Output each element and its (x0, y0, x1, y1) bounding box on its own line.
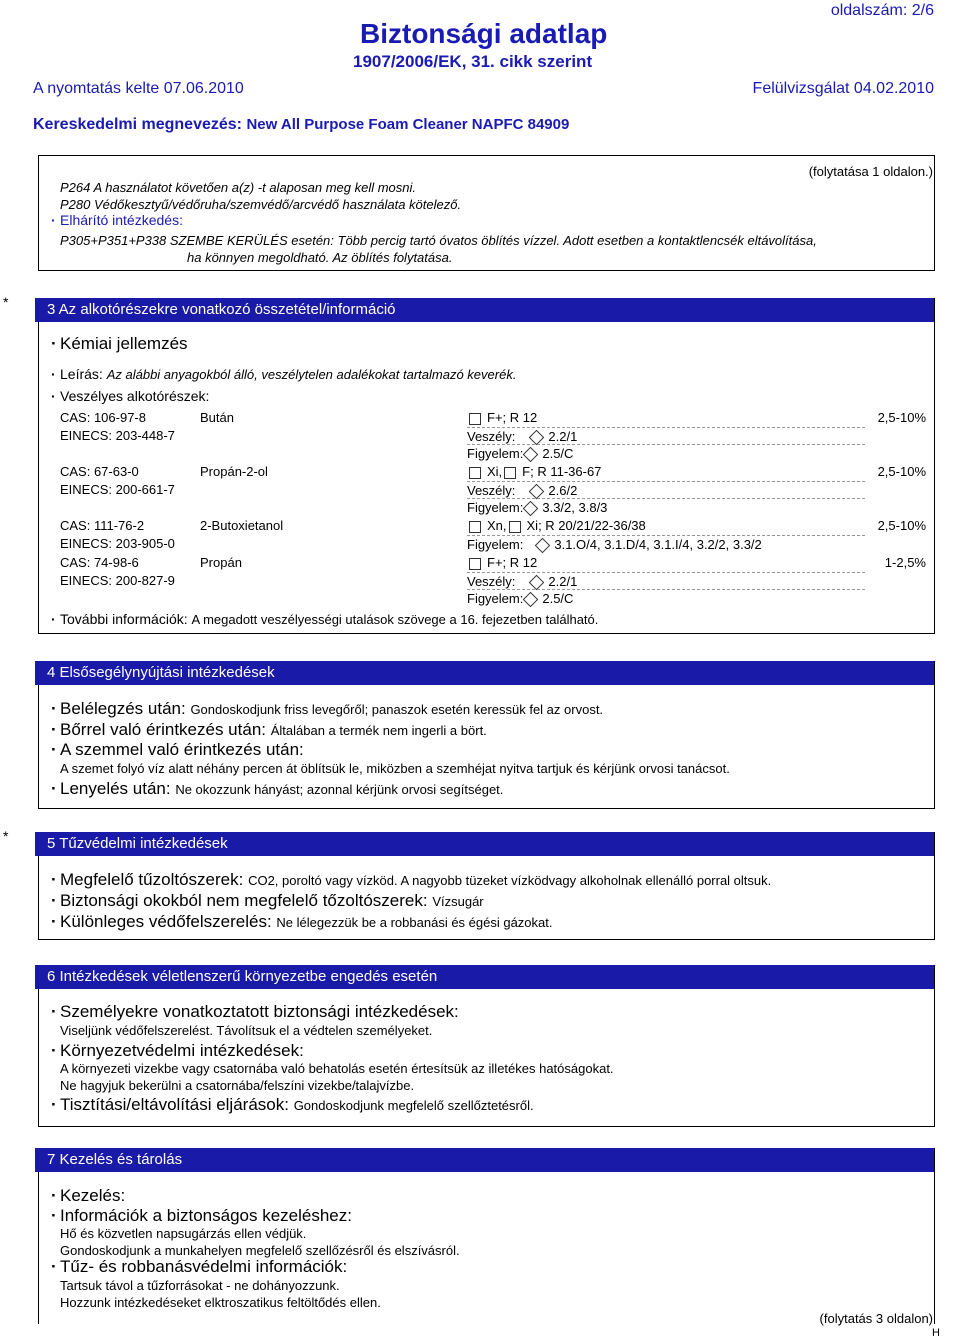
row4-class: F+; R 12 (467, 555, 537, 570)
response-label: · Elhárító intézkedés: (60, 212, 183, 228)
skin-text: Általában a termék nem ingerli a bört. (270, 723, 487, 738)
p264-statement: P264 A használatot követően a(z) -t alaposan meg kell mosni. (60, 180, 417, 195)
row1-cas: CAS: 106-97-8 (60, 410, 146, 425)
row1-warning: Figyelem: 2.5/C (467, 446, 574, 461)
row1-einecs: EINECS: 203-448-7 (60, 428, 175, 443)
row1-name: Bután (200, 410, 234, 425)
eye-text: A szemet folyó víz alatt néhány percen át öblítsük le, miközben a szemhéjat nyitva tartjuk és kérjünk orvosi tanácsot. (60, 761, 730, 776)
row2-danger: Veszély: 2.6/2 (467, 483, 578, 498)
harmful-icon (469, 521, 481, 533)
flame-icon (469, 413, 481, 425)
trade-name-label: Kereskedelmi megnevezés: (33, 116, 242, 133)
gas-cylinder-icon (529, 430, 545, 446)
row2-divider2 (467, 498, 865, 499)
continuation-bottom: (folytatás 3 oldalon) (819, 1311, 933, 1326)
document-title: Biztonsági adatlap (360, 18, 608, 49)
inhalation-row: · Belélegzés után: Gondoskodjunk friss levegőről; panaszok esetén keressük fel az orvost. (60, 699, 603, 719)
chem-label: · Kémiai jellemzés (60, 334, 188, 354)
safe-handling-text1: Hő és közvetlen napsugárzás ellen védjük. (60, 1226, 307, 1241)
skin-row: · Bőrrel való érintkezés után: Általában a termék nem ingerli a bört. (60, 720, 487, 740)
inhalation-text: Gondoskodjunk friss levegőről; panaszok esetén keressük fel az orvost. (190, 702, 604, 717)
desc-label: · Leírás: (60, 366, 103, 382)
irritant-icon (509, 521, 521, 533)
description (60, 366, 516, 382)
row3-name: 2-Butoxietanol (200, 518, 284, 533)
desc-text: Az alábbi anyagokból álló, veszélytelen adalékokat tartalmazó keverék. (106, 367, 517, 382)
extinguishing-text: CO2, poroltó vagy vízköd. A nagyobb tüzeket vízködvagy alkoholnak ellenálló porral oltsuk. (248, 873, 772, 888)
section6-header: 6 Intézkedések véletlenszerű környezetbe engedés esetén (35, 965, 934, 989)
env-text2: Ne hagyjuk bekerülni a csatornába/felszíni vizekbe/talajvízbe. (60, 1078, 415, 1093)
row3-einecs: EINECS: 203-905-0 (60, 536, 175, 551)
section4-header: 4 Elsősegélynyújtási intézkedések (35, 661, 934, 685)
protective-row: · Különleges védőfelszerelés: Ne lélegezzük be a robbanási és égési gázokat. (60, 912, 553, 932)
hazard-label: · Veszélyes alkotórészek: (60, 388, 209, 404)
flame-icon (504, 467, 516, 479)
flame-icon (469, 558, 481, 570)
row3-warning: Figyelem: 3.1.O/4, 3.1.D/4, 3.1.I/4, 3.2/2, 3.3/2 (467, 537, 762, 552)
section5-change-marker: * (3, 828, 9, 844)
exclamation-icon (535, 538, 551, 554)
row4-divider2 (467, 589, 865, 590)
row4-percent: 1-2,5% (884, 555, 926, 570)
p280-statement: P280 Védőkesztyű/védőruha/szemvédő/arcvédő használata kötelező. (60, 197, 462, 212)
row1-divider2 (467, 444, 865, 445)
row1-danger: Veszély: 2.2/1 (467, 429, 578, 444)
row4-einecs: EINECS: 200-827-9 (60, 573, 175, 588)
p305-line1: P305+P351+P338 SZEMBE KERÜLÉS esetén: Több percig tartó óvatos öblítés vízzel. Adott esetben a kontaktlencsék eltávolítása, (60, 233, 817, 248)
row2-name: Propán-2-ol (200, 464, 268, 479)
fire-protection-text1: Tartsuk távol a tűzforrásokat - ne dohányozzunk. (60, 1278, 340, 1293)
irritant-icon (469, 467, 481, 479)
section3-header: 3 Az alkotórészekre vonatkozó összetétel/információ (35, 298, 934, 322)
row2-einecs: EINECS: 200-661-7 (60, 482, 175, 497)
protective-text: Ne lélegezzük be a robbanási és égési gázokat. (276, 915, 553, 930)
revision-date: Felülvizsgálat 04.02.2010 (752, 80, 934, 97)
cleanup-text: Gondoskodjunk megfelelő szellőztetésről. (293, 1098, 534, 1113)
unsuitable-text: Vízsugár (432, 894, 484, 909)
print-date: A nyomtatás kelte 07.06.2010 (33, 80, 244, 97)
eye-label: · A szemmel való érintkezés után: (60, 740, 304, 760)
ingestion-row: · Lenyelés után: Ne okozzunk hányást; azonnal kérjünk orvosi segítséget. (60, 779, 503, 799)
ingestion-text: Ne okozzunk hányást; azonnal kérjünk orvosi segítséget. (175, 782, 504, 797)
section5-header: 5 Tűzvédelmi intézkedések (35, 832, 934, 856)
row3-class: Xn, Xi; R 20/21/22-36/38 (467, 518, 646, 533)
row2-class: Xi, F; R 11-36-67 (467, 464, 601, 479)
row3-percent: 2,5-10% (877, 518, 926, 533)
row2-cas: CAS: 67-63-0 (60, 464, 139, 479)
row4-danger: Veszély: 2.2/1 (467, 574, 578, 589)
footer-mark: H (932, 1327, 940, 1339)
more-info-text: A megadott veszélyességi utalások szövege a 16. fejezetben található. (191, 612, 599, 627)
safe-handling-text2: Gondoskodjunk a munkahelyen megfelelő szellőzésről és elszívásról. (60, 1243, 460, 1258)
env-text1: A környezeti vizekbe vagy csatornába való behatolás esetén értesítsük az illetékes hatóságokat. (60, 1061, 614, 1076)
cleanup-row: · Tisztítási/eltávolítási eljárások: Gondoskodjunk megfelelő szellőztetésről. (60, 1095, 534, 1115)
flame-icon (529, 484, 545, 500)
row1-percent: 2,5-10% (877, 410, 926, 425)
fire-protection-text2: Hozzunk intézkedéseket elktroszatikus feltöltődés ellen. (60, 1295, 381, 1310)
row4-warning: Figyelem: 2.5/C (467, 591, 574, 606)
trade-name (33, 116, 569, 134)
unsuitable-row: · Biztonsági okokból nem megfelelő tőzoltószerek: Vízsugár (60, 891, 484, 911)
exclamation-icon (523, 447, 539, 463)
row3-divider (467, 535, 865, 536)
fire-protection-label: · Tűz- és robbanásvédelmi információk: (60, 1257, 347, 1277)
section3-change-marker: * (3, 294, 9, 310)
extinguishing-row: · Megfelelő tűzoltószerek: CO2, poroltó vagy vízköd. A nagyobb tüzeket vízködvagy alkoholnak ellenálló porral oltsuk. (60, 870, 771, 890)
more-info (60, 611, 598, 627)
trade-name-value: New All Purpose Foam Cleaner NAPFC 84909 (246, 116, 570, 133)
p305-line2: ha könnyen megoldható. Az öblítés folytatása. (187, 250, 453, 265)
safe-handling-label: · Információk a biztonságos kezeléshez: (60, 1206, 352, 1226)
personal-label: · Személyekre vonatkoztatott biztonsági intézkedések: (60, 1002, 459, 1022)
personal-text: Viseljünk védőfelszerelést. Távolítsuk el a védtelen személyeket. (60, 1023, 433, 1038)
row3-cas: CAS: 111-76-2 (60, 518, 145, 533)
row2-warning: Figyelem: 3.3/2, 3.8/3 (467, 500, 608, 515)
row2-divider (467, 481, 865, 482)
handling-label: · Kezelés: (60, 1186, 125, 1206)
page-number: oldalszám: 2/6 (830, 2, 934, 19)
row1-class: F+; R 12 (467, 410, 537, 425)
exclamation-icon (523, 592, 539, 608)
row2-percent: 2,5-10% (877, 464, 926, 479)
row4-name: Propán (200, 555, 242, 570)
more-info-label: · További információk: (60, 611, 188, 627)
document-subtitle: 1907/2006/EK, 31. cikk szerint (353, 52, 593, 71)
row4-divider (467, 572, 865, 573)
section7-header: 7 Kezelés és tárolás (35, 1148, 934, 1172)
gas-cylinder-icon (529, 575, 545, 591)
row1-divider (467, 427, 865, 428)
row4-cas: CAS: 74-98-6 (60, 555, 139, 570)
exclamation-icon (523, 501, 539, 517)
continuation-top: (folytatása 1 oldalon.) (808, 164, 933, 179)
env-label: · Környezetvédelmi intézkedések: (60, 1041, 304, 1061)
